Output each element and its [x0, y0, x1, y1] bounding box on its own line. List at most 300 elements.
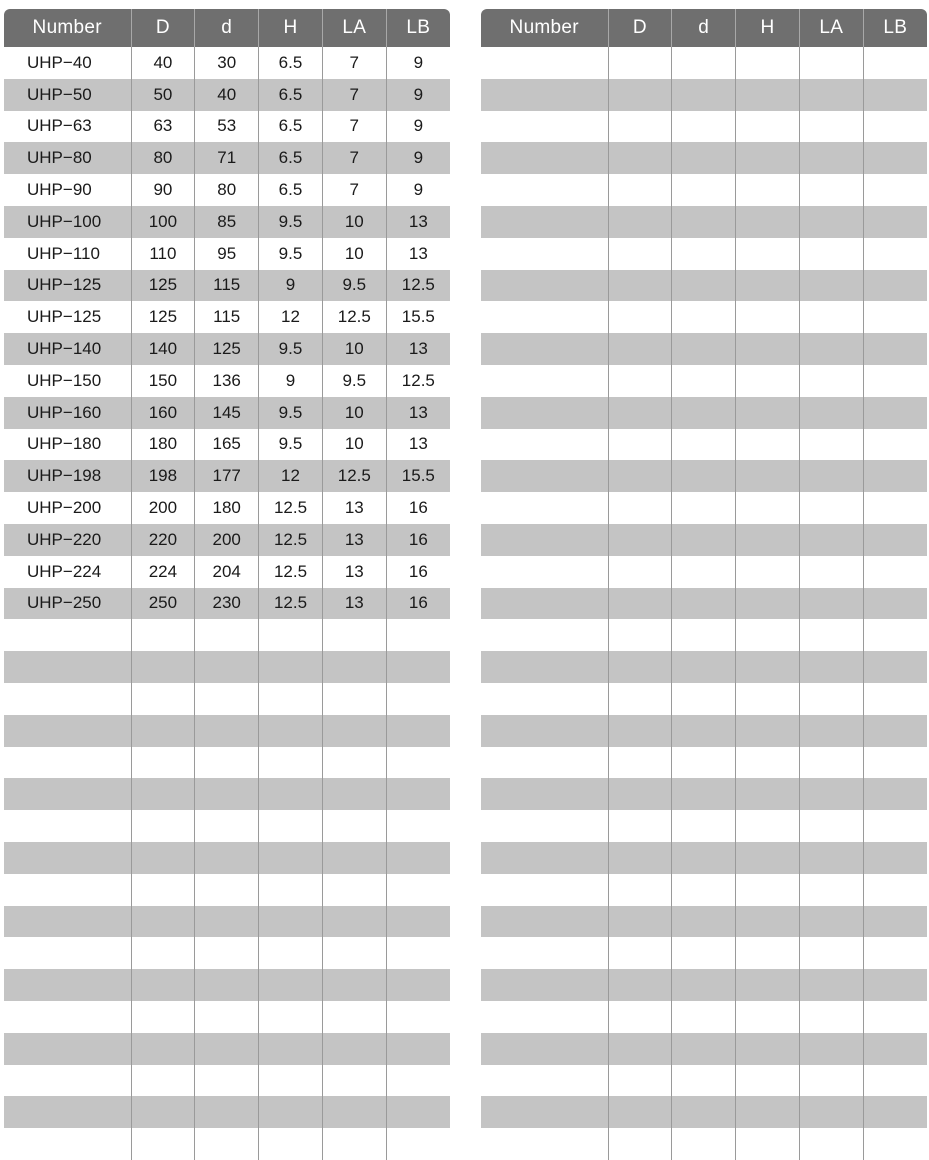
cell-number: [4, 747, 131, 779]
table-row: [4, 206, 450, 238]
cell-d-inner: [672, 1065, 736, 1097]
cell-lb: 13: [386, 429, 450, 461]
cell-d-outer: 90: [131, 174, 195, 206]
cell-la: 10: [322, 206, 386, 238]
cell-d-inner: 80: [195, 174, 259, 206]
cell-number: [481, 238, 608, 270]
cell-number: [481, 365, 608, 397]
cell-la: 7: [322, 47, 386, 79]
cell-la: 13: [322, 556, 386, 588]
table-header-row: [4, 9, 450, 47]
cell-d-outer: [131, 1128, 195, 1160]
cell-d-inner: [672, 1128, 736, 1160]
cell-la: [799, 1001, 863, 1033]
cell-number: [481, 492, 608, 524]
cell-d-outer: [131, 619, 195, 651]
cell-la: [799, 747, 863, 779]
cell-d-outer: [608, 715, 672, 747]
cell-d-outer: [608, 1033, 672, 1065]
cell-d-outer: 63: [131, 111, 195, 143]
cell-d-outer: [131, 1033, 195, 1065]
cell-number: [481, 333, 608, 365]
cell-number: [481, 810, 608, 842]
cell-la: [799, 1065, 863, 1097]
empty-table-row: [4, 683, 450, 715]
cell-la: [799, 111, 863, 143]
cell-d-inner: [672, 397, 736, 429]
cell-d-outer: [608, 270, 672, 302]
cell-la: 13: [322, 524, 386, 556]
cell-lb: [863, 651, 927, 683]
cell-d-outer: [608, 778, 672, 810]
cell-d-outer: [131, 715, 195, 747]
cell-number: [481, 715, 608, 747]
cell-d-outer: 125: [131, 301, 195, 333]
cell-h: 12.5: [259, 492, 323, 524]
cell-h: 6.5: [259, 174, 323, 206]
cell-la: [322, 651, 386, 683]
cell-d-inner: 85: [195, 206, 259, 238]
cell-lb: 9: [386, 47, 450, 79]
cell-la: 9.5: [322, 365, 386, 397]
cell-d-inner: 30: [195, 47, 259, 79]
cell-lb: [863, 333, 927, 365]
cell-la: [799, 270, 863, 302]
cell-number: [481, 301, 608, 333]
cell-d-inner: [672, 1096, 736, 1128]
header-height: H: [736, 9, 800, 47]
cell-number: [4, 937, 131, 969]
cell-h: 6.5: [259, 79, 323, 111]
cell-lb: [386, 1128, 450, 1160]
cell-la: [799, 1128, 863, 1160]
cell-lb: [386, 747, 450, 779]
cell-d-outer: [131, 1001, 195, 1033]
cell-d-inner: [672, 906, 736, 938]
cell-d-inner: [672, 333, 736, 365]
cell-lb: [386, 651, 450, 683]
cell-lb: [386, 874, 450, 906]
cell-d-outer: 100: [131, 206, 195, 238]
cell-d-outer: 180: [131, 429, 195, 461]
cell-lb: [863, 524, 927, 556]
cell-d-inner: [672, 747, 736, 779]
cell-d-inner: 40: [195, 79, 259, 111]
empty-table-row: [4, 778, 450, 810]
cell-h: 9.5: [259, 333, 323, 365]
cell-h: [736, 270, 800, 302]
cell-h: 12.5: [259, 556, 323, 588]
cell-d-outer: [608, 683, 672, 715]
cell-h: [736, 238, 800, 270]
header-outer-diameter: D: [608, 9, 672, 47]
empty-table-row: [4, 1128, 450, 1160]
cell-d-outer: [608, 79, 672, 111]
cell-d-inner: [195, 1001, 259, 1033]
cell-d-outer: [608, 1096, 672, 1128]
cell-number: [481, 937, 608, 969]
cell-h: 12: [259, 301, 323, 333]
cell-d-outer: [131, 747, 195, 779]
cell-d-inner: [672, 460, 736, 492]
cell-h: [736, 429, 800, 461]
cell-h: [736, 842, 800, 874]
cell-d-outer: 150: [131, 365, 195, 397]
cell-h: [259, 1001, 323, 1033]
cell-d-inner: [195, 619, 259, 651]
cell-d-inner: 177: [195, 460, 259, 492]
cell-d-inner: [195, 651, 259, 683]
cell-lb: [863, 142, 927, 174]
cell-d-inner: [195, 842, 259, 874]
cell-h: [736, 79, 800, 111]
empty-table-row: [481, 588, 927, 620]
cell-la: 7: [322, 142, 386, 174]
cell-d-outer: 125: [131, 270, 195, 302]
table-body: [4, 47, 450, 1160]
table-row: [4, 47, 450, 79]
cell-d-inner: 136: [195, 365, 259, 397]
cell-lb: [863, 1033, 927, 1065]
cell-h: [259, 1128, 323, 1160]
cell-number: [481, 1065, 608, 1097]
cell-lb: 15.5: [386, 301, 450, 333]
empty-table-row: [4, 1065, 450, 1097]
cell-h: [259, 810, 323, 842]
cell-d-inner: 145: [195, 397, 259, 429]
cell-d-outer: 140: [131, 333, 195, 365]
cell-d-outer: [131, 842, 195, 874]
cell-h: [259, 937, 323, 969]
cell-h: 6.5: [259, 111, 323, 143]
cell-lb: 15.5: [386, 460, 450, 492]
table-row: [4, 79, 450, 111]
header-outer-diameter: D: [131, 9, 195, 47]
cell-d-outer: [608, 588, 672, 620]
cell-d-outer: 160: [131, 397, 195, 429]
cell-lb: 9: [386, 174, 450, 206]
cell-d-inner: [195, 683, 259, 715]
table-row: [4, 174, 450, 206]
empty-table-row: [481, 47, 927, 79]
cell-d-inner: [672, 238, 736, 270]
cell-lb: [863, 588, 927, 620]
cell-lb: 9: [386, 111, 450, 143]
cell-la: [322, 906, 386, 938]
cell-number: [481, 588, 608, 620]
empty-table-row: [481, 906, 927, 938]
cell-d-outer: [608, 365, 672, 397]
cell-number: [4, 778, 131, 810]
empty-table-row: [481, 556, 927, 588]
cell-lb: [863, 778, 927, 810]
cell-d-inner: [672, 174, 736, 206]
header-number: Number: [481, 9, 608, 47]
cell-h: [736, 1096, 800, 1128]
cell-number: [481, 524, 608, 556]
cell-h: 9: [259, 365, 323, 397]
cell-la: [799, 556, 863, 588]
cell-d-inner: [672, 969, 736, 1001]
cell-number: [481, 619, 608, 651]
cell-number: UHP−180: [4, 429, 131, 461]
cell-h: [259, 1033, 323, 1065]
cell-number: [481, 1033, 608, 1065]
cell-la: [799, 651, 863, 683]
cell-d-inner: 165: [195, 429, 259, 461]
cell-lb: [386, 906, 450, 938]
cell-d-inner: [672, 47, 736, 79]
cell-number: [481, 651, 608, 683]
cell-d-inner: [195, 778, 259, 810]
cell-d-inner: [672, 810, 736, 842]
cell-h: 12.5: [259, 524, 323, 556]
cell-la: 12.5: [322, 301, 386, 333]
cell-d-inner: [195, 969, 259, 1001]
cell-la: [322, 1065, 386, 1097]
cell-number: UHP−224: [4, 556, 131, 588]
cell-la: [799, 683, 863, 715]
cell-number: [4, 1001, 131, 1033]
cell-number: [4, 1033, 131, 1065]
cell-h: [259, 906, 323, 938]
cell-d-outer: [131, 937, 195, 969]
cell-lb: [863, 619, 927, 651]
table-row: [4, 429, 450, 461]
cell-h: [259, 619, 323, 651]
cell-d-outer: [608, 397, 672, 429]
cell-la: [322, 1096, 386, 1128]
cell-la: 7: [322, 111, 386, 143]
cell-number: [4, 1096, 131, 1128]
empty-table-row: [481, 206, 927, 238]
cell-lb: [863, 301, 927, 333]
cell-lb: [863, 1128, 927, 1160]
cell-d-outer: 110: [131, 238, 195, 270]
cell-d-outer: 250: [131, 588, 195, 620]
cell-la: [322, 1033, 386, 1065]
spec-table-left: [4, 9, 450, 1160]
cell-number: UHP−200: [4, 492, 131, 524]
empty-table-row: [481, 874, 927, 906]
cell-d-inner: [672, 651, 736, 683]
cell-h: [736, 969, 800, 1001]
cell-number: UHP−40: [4, 47, 131, 79]
empty-table-row: [481, 524, 927, 556]
cell-h: [259, 1065, 323, 1097]
empty-table-row: [4, 619, 450, 651]
empty-table-row: [481, 1128, 927, 1160]
cell-h: [736, 651, 800, 683]
cell-number: [4, 651, 131, 683]
cell-lb: [863, 1065, 927, 1097]
empty-table-row: [481, 429, 927, 461]
spec-table-right-panel: [481, 9, 927, 1160]
cell-h: [736, 715, 800, 747]
cell-la: [799, 460, 863, 492]
table-row: [4, 365, 450, 397]
cell-d-outer: 220: [131, 524, 195, 556]
cell-d-outer: [131, 906, 195, 938]
cell-lb: [863, 206, 927, 238]
cell-la: [322, 1001, 386, 1033]
cell-h: [736, 1128, 800, 1160]
cell-la: [799, 842, 863, 874]
cell-la: [799, 79, 863, 111]
cell-lb: [863, 842, 927, 874]
cell-number: [481, 683, 608, 715]
cell-number: [481, 1001, 608, 1033]
cell-number: UHP−198: [4, 460, 131, 492]
cell-number: UHP−63: [4, 111, 131, 143]
header-lb: LB: [863, 9, 927, 47]
cell-d-outer: [608, 937, 672, 969]
cell-d-outer: [608, 747, 672, 779]
cell-lb: [386, 619, 450, 651]
cell-number: UHP−125: [4, 301, 131, 333]
empty-table-row: [481, 460, 927, 492]
cell-h: [736, 206, 800, 238]
cell-number: UHP−80: [4, 142, 131, 174]
cell-h: [736, 174, 800, 206]
empty-table-row: [4, 1033, 450, 1065]
cell-la: [322, 969, 386, 1001]
cell-number: UHP−90: [4, 174, 131, 206]
cell-h: [736, 524, 800, 556]
cell-h: [736, 460, 800, 492]
cell-d-outer: [131, 874, 195, 906]
empty-table-row: [481, 492, 927, 524]
empty-table-row: [481, 747, 927, 779]
cell-number: [4, 906, 131, 938]
cell-h: [736, 47, 800, 79]
cell-h: [736, 588, 800, 620]
cell-h: [259, 715, 323, 747]
cell-lb: [863, 556, 927, 588]
cell-h: [736, 1065, 800, 1097]
cell-h: [736, 397, 800, 429]
cell-la: [799, 778, 863, 810]
cell-d-inner: 115: [195, 301, 259, 333]
cell-number: [481, 906, 608, 938]
cell-d-outer: [131, 1065, 195, 1097]
cell-d-inner: [672, 588, 736, 620]
empty-table-row: [481, 1096, 927, 1128]
cell-lb: [386, 969, 450, 1001]
cell-la: [322, 619, 386, 651]
cell-la: [799, 429, 863, 461]
cell-lb: 12.5: [386, 270, 450, 302]
empty-table-row: [481, 397, 927, 429]
cell-la: [799, 238, 863, 270]
cell-number: UHP−140: [4, 333, 131, 365]
cell-h: 12: [259, 460, 323, 492]
cell-d-inner: [672, 301, 736, 333]
cell-number: [481, 556, 608, 588]
cell-la: [322, 842, 386, 874]
cell-number: UHP−100: [4, 206, 131, 238]
cell-d-inner: [672, 683, 736, 715]
cell-la: [799, 715, 863, 747]
cell-la: [799, 906, 863, 938]
table-row: [4, 270, 450, 302]
cell-number: UHP−150: [4, 365, 131, 397]
cell-lb: [863, 174, 927, 206]
cell-h: [736, 937, 800, 969]
cell-la: 10: [322, 429, 386, 461]
cell-d-inner: [672, 874, 736, 906]
cell-la: [799, 524, 863, 556]
cell-d-outer: 200: [131, 492, 195, 524]
cell-d-inner: 115: [195, 270, 259, 302]
header-la: LA: [322, 9, 386, 47]
cell-h: [736, 111, 800, 143]
cell-d-outer: [608, 142, 672, 174]
cell-la: [799, 1033, 863, 1065]
cell-d-inner: [672, 842, 736, 874]
cell-lb: [863, 270, 927, 302]
empty-table-row: [481, 1065, 927, 1097]
cell-d-inner: [672, 270, 736, 302]
cell-d-outer: [608, 1128, 672, 1160]
cell-lb: [863, 906, 927, 938]
cell-lb: [863, 715, 927, 747]
cell-h: [736, 1001, 800, 1033]
cell-la: [799, 1096, 863, 1128]
cell-h: [259, 651, 323, 683]
cell-la: [322, 778, 386, 810]
cell-la: 13: [322, 492, 386, 524]
cell-la: [799, 969, 863, 1001]
cell-number: [4, 1128, 131, 1160]
empty-table-row: [481, 1033, 927, 1065]
cell-d-outer: 198: [131, 460, 195, 492]
empty-table-row: [4, 747, 450, 779]
cell-lb: 9: [386, 79, 450, 111]
cell-d-inner: 200: [195, 524, 259, 556]
empty-table-row: [481, 842, 927, 874]
empty-table-row: [481, 238, 927, 270]
cell-d-inner: [672, 715, 736, 747]
cell-d-inner: [672, 79, 736, 111]
cell-d-outer: [608, 874, 672, 906]
cell-d-inner: 204: [195, 556, 259, 588]
cell-d-inner: [672, 429, 736, 461]
cell-number: [4, 810, 131, 842]
cell-number: UHP−160: [4, 397, 131, 429]
cell-d-outer: [608, 619, 672, 651]
table-row: [4, 333, 450, 365]
cell-la: 13: [322, 588, 386, 620]
cell-number: [4, 715, 131, 747]
cell-number: UHP−50: [4, 79, 131, 111]
table-row: [4, 111, 450, 143]
cell-number: [481, 111, 608, 143]
cell-lb: 13: [386, 238, 450, 270]
table-row: [4, 460, 450, 492]
cell-number: [481, 1128, 608, 1160]
cell-number: [4, 874, 131, 906]
cell-la: 7: [322, 79, 386, 111]
cell-d-outer: [131, 778, 195, 810]
cell-d-outer: [131, 651, 195, 683]
cell-d-inner: [672, 206, 736, 238]
cell-lb: [386, 1001, 450, 1033]
table-row: [4, 492, 450, 524]
empty-table-row: [481, 270, 927, 302]
cell-la: [799, 365, 863, 397]
cell-d-outer: [608, 810, 672, 842]
